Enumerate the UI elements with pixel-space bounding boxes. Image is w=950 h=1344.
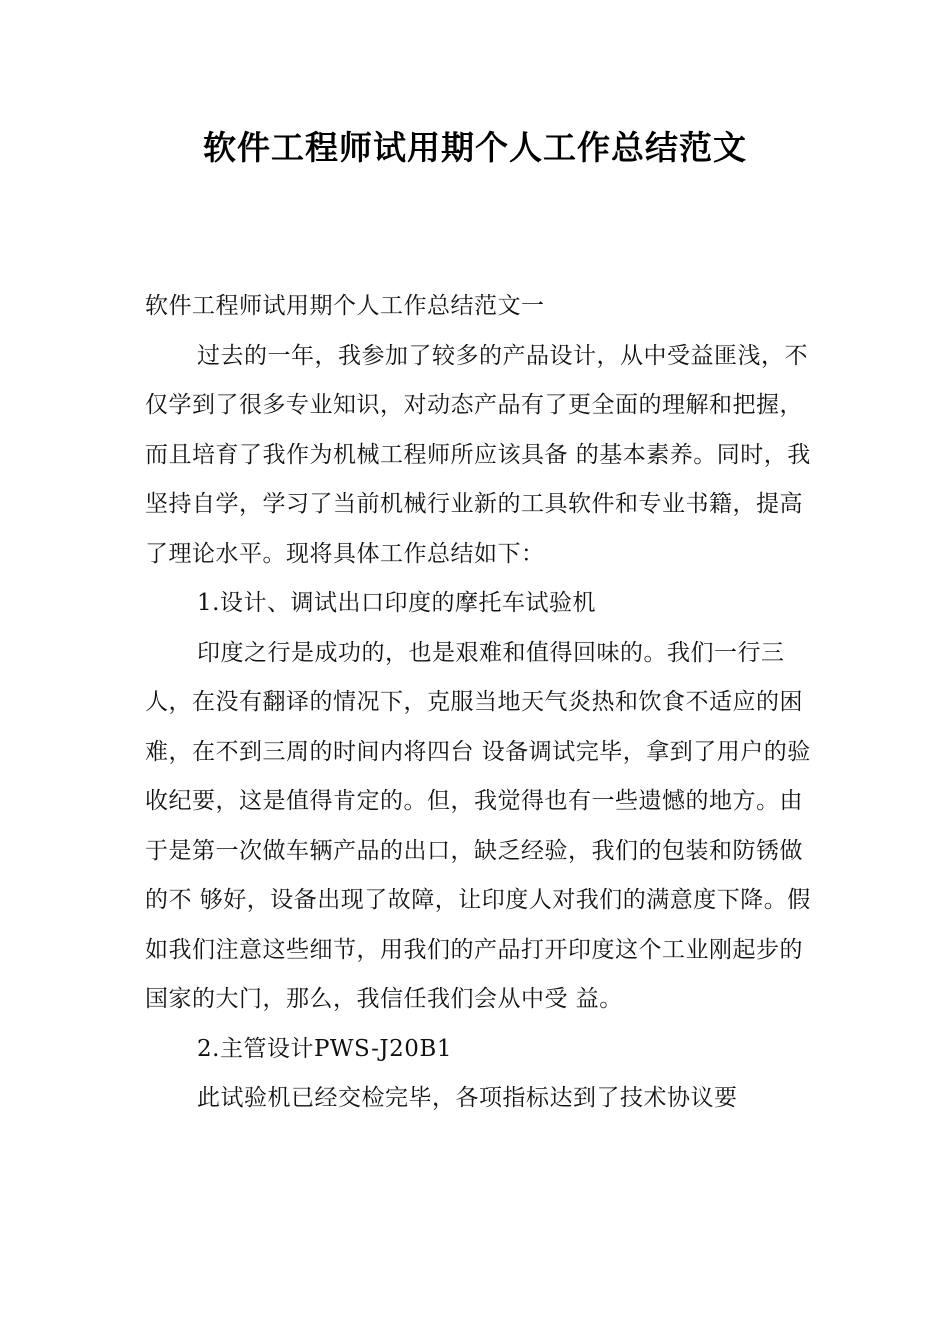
item-1-heading: 1.设计、调试出口印度的摩托车试验机	[197, 590, 596, 616]
document-title: 软件工程师试用期个人工作总结范文	[203, 128, 747, 167]
paragraph-india-trip: 印度之行是成功的，也是艰难和值得回味的。我们一行三人，在没有翻译的情况下，克服当地天气炎热和饮食不适应的困难，在不到三周的时间内将四台 设备调试完毕，拿到了用户的验收纪要，这是值得肯定的。但，我觉得也有一些遗憾的地方。由于是第一次做车辆产品的出口，缺乏经验，我们的包装和防锈做的不 够好，设备出现了故障，让印度人对我们的满意度下降。假如我们注意这些细节，用我们的产品打开印度这个工业刚起步的国家的大门，那么，我信任我们会从中受 益。	[145, 639, 811, 1012]
paragraph-intro: 过去的一年，我参加了较多的产品设计，从中受益匪浅，不仅学到了很多专业知识，对动态产品有了更全面的理解和把握，而且培育了我作为机械工程师所应该具备 的基本素养。同时，我坚持自学，学习了当前机械行业新的工具软件和专业书籍，提高了理论水平。现将具体工作总结如下：	[145, 342, 811, 567]
paragraph-test-machine: 此试验机已经交检完毕，各项指标达到了技术协议要	[197, 1085, 738, 1111]
document-body	[145, 282, 815, 1124]
section-heading: 软件工程师试用期个人工作总结范文一	[145, 293, 545, 319]
item-2-heading: 2.主管设计PWS-J20B1	[197, 1035, 452, 1062]
